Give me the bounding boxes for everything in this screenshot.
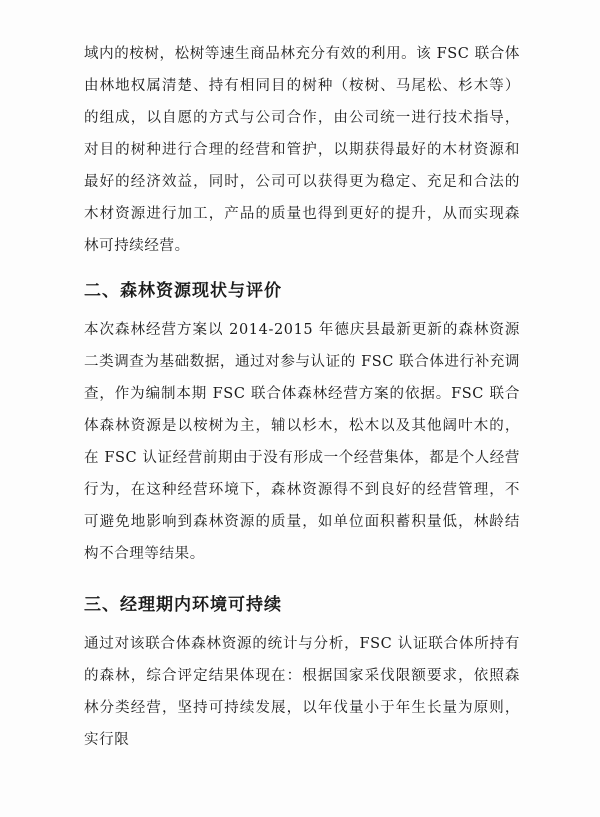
paragraph-forest-resources: 本次森林经营方案以 2014-2015 年德庆县最新更新的森林资源二类调查为基础数据，通过对参与认证的 FSC 联合体进行补充调查，作为编制本期 FSC 联合体森林经营方案的依据。FSC 联合体森林资源是以桉树为主，辅以杉木，松木以及其他阔叶木的，在 FSC 认证经营前期由于没有形成一个经营集体，都是个人经营行为，在这种经营环境下，森林资源得不到良好的经营管理，不可避免地影响到森林资源的质量，如单位面积蓄积量低，林龄结构不合理等结果。 <box>84 322 520 562</box>
section-heading-sustainability: 三、经理期内环境可持续 <box>84 595 282 615</box>
paragraph-sustainability: 通过对该联合体森林资源的统计与分析，FSC 认证联合体所持有的森林，综合评定结果体现在：根据国家采伐限额要求，依照森林分类经营，坚持可持续发展，以年伐量小于年生长量为原则，实行限 <box>84 636 520 748</box>
section-heading-forest-resources: 二、森林资源现状与评价 <box>84 281 282 301</box>
paragraph-fsc-cooperation: 域内的桉树，松树等速生商品林充分有效的利用。该 FSC 联合体由林地权属清楚、持有相同目的树种（桉树、马尾松、杉木等）的组成，以自愿的方式与公司合作，由公司统一进行技术指导，对目的树种进行合理的经营和管护，以期获得最好的木材资源和最好的经济效益，同时，公司可以获得更为稳定、充足和合法的木材资源进行加工，产品的质量也得到更好的提升，从而实现森林可持续经营。 <box>84 46 520 254</box>
